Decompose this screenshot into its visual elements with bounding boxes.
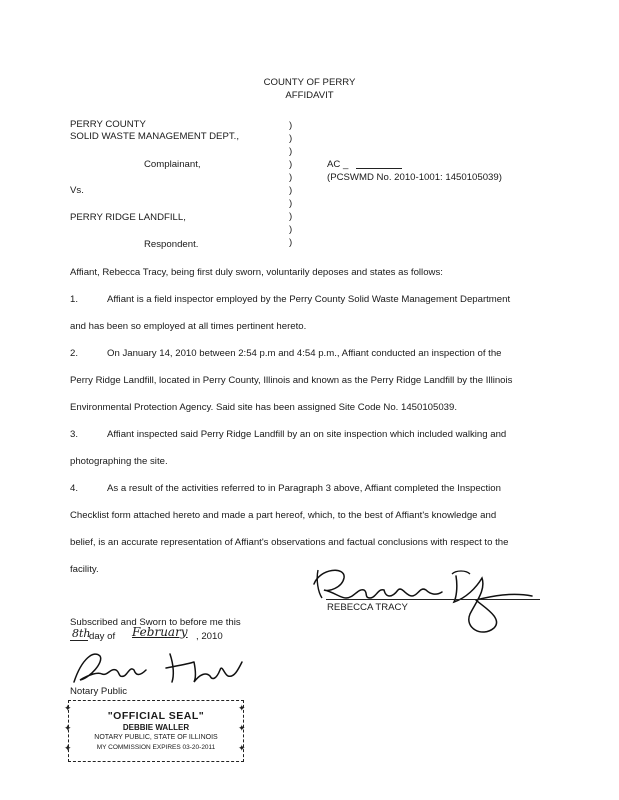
county-heading: COUNTY OF PERRY xyxy=(263,77,356,88)
seal-star-icon: ✦ xyxy=(64,723,72,733)
ac-label: AC _ xyxy=(327,159,349,170)
seal-notary-name: DEBBIE WALLER xyxy=(122,723,190,732)
respondent-label: Respondent. xyxy=(144,239,199,250)
paragraph-line: and has been so employed at all times pertinent hereto. xyxy=(70,321,307,332)
caption-bracket: ) xyxy=(289,211,293,222)
caption-bracket: ) xyxy=(289,198,293,209)
intro-statement: Affiant, Rebecca Tracy, being first duly sworn, voluntarily deposes and states as follows: xyxy=(70,267,443,278)
paragraph-line: belief, is an accurate representation of Affiant's observations and factual conclusions with respect to the xyxy=(70,537,509,548)
paragraph-line: On January 14, 2010 between 2:54 p.m and 4:54 p.m., Affiant conducted an inspection of the xyxy=(107,348,502,359)
seal-star-icon: ✦ xyxy=(64,703,72,713)
paragraph-number: 2. xyxy=(70,348,79,359)
paragraph-line: facility. xyxy=(70,564,99,575)
caption-bracket: ) xyxy=(289,159,293,170)
caption-bracket: ) xyxy=(289,172,293,183)
caption-bracket: ) xyxy=(289,237,293,248)
paragraph-number: 4. xyxy=(70,483,79,494)
official-notary-seal xyxy=(68,700,244,762)
jurat-statement: Subscribed and Sworn to before me this xyxy=(70,617,241,628)
jurat-month: February xyxy=(132,625,188,639)
paragraph-line: As a result of the activities referred to in Paragraph 3 above, Affiant completed the Inspection xyxy=(107,483,501,494)
jurat-year: , 2010 xyxy=(196,631,223,642)
party1-name: PERRY COUNTY xyxy=(70,119,146,130)
affiant-signature-line xyxy=(326,599,540,600)
versus-label: Vs. xyxy=(70,185,84,196)
ac-number-line xyxy=(356,168,402,169)
jurat-day-of: day of xyxy=(89,631,116,642)
paragraph-line: photographing the site. xyxy=(70,456,168,467)
jurat-day-line xyxy=(70,640,88,641)
seal-title: "OFFICIAL SEAL" xyxy=(107,710,205,722)
seal-star-icon: ✦ xyxy=(64,743,72,753)
caption-bracket: ) xyxy=(289,224,293,235)
jurat-day: 8th xyxy=(72,627,91,640)
notary-signature xyxy=(70,648,250,688)
paragraph-line: Affiant inspected said Perry Ridge Landfill by an on site inspection which included walking and xyxy=(107,429,507,440)
document-title: AFFIDAVIT xyxy=(285,90,334,101)
notary-title: Notary Public xyxy=(70,686,128,697)
paragraph-line: Perry Ridge Landfill, located in Perry County, Illinois and known as the Perry Ridge Landfill by the Illinois xyxy=(70,375,513,386)
caption-bracket: ) xyxy=(289,185,293,196)
seal-notary-state: NOTARY PUBLIC, STATE OF ILLINOIS xyxy=(94,734,218,741)
seal-star-icon: ✦ xyxy=(238,703,246,713)
case-number: (PCSWMD No. 2010-1001: 1450105039) xyxy=(327,172,502,183)
paragraph-line: Checklist form attached hereto and made a part hereof, which, to the best of Affiant's knowledge and xyxy=(70,510,497,521)
paragraph-number: 1. xyxy=(70,294,79,305)
complainant-label: Complainant, xyxy=(144,159,201,170)
party2-name: PERRY RIDGE LANDFILL, xyxy=(70,212,186,223)
paragraph-line: Affiant is a field inspector employed by the Perry County Solid Waste Management Department xyxy=(107,294,511,305)
party1-department: SOLID WASTE MANAGEMENT DEPT., xyxy=(70,131,239,142)
seal-star-icon: ✦ xyxy=(238,723,246,733)
seal-star-icon: ✦ xyxy=(238,743,246,753)
caption-bracket: ) xyxy=(289,120,293,131)
paragraph-line: Environmental Protection Agency. Said site has been assigned Site Code No. 1450105039. xyxy=(70,402,458,413)
seal-commission-expiry: MY COMMISSION EXPIRES 03-20-2011 xyxy=(96,744,216,751)
caption-bracket: ) xyxy=(289,146,293,157)
paragraph-number: 3. xyxy=(70,429,79,440)
caption-bracket: ) xyxy=(289,133,293,144)
affiant-printed-name: REBECCA TRACY xyxy=(327,602,408,613)
